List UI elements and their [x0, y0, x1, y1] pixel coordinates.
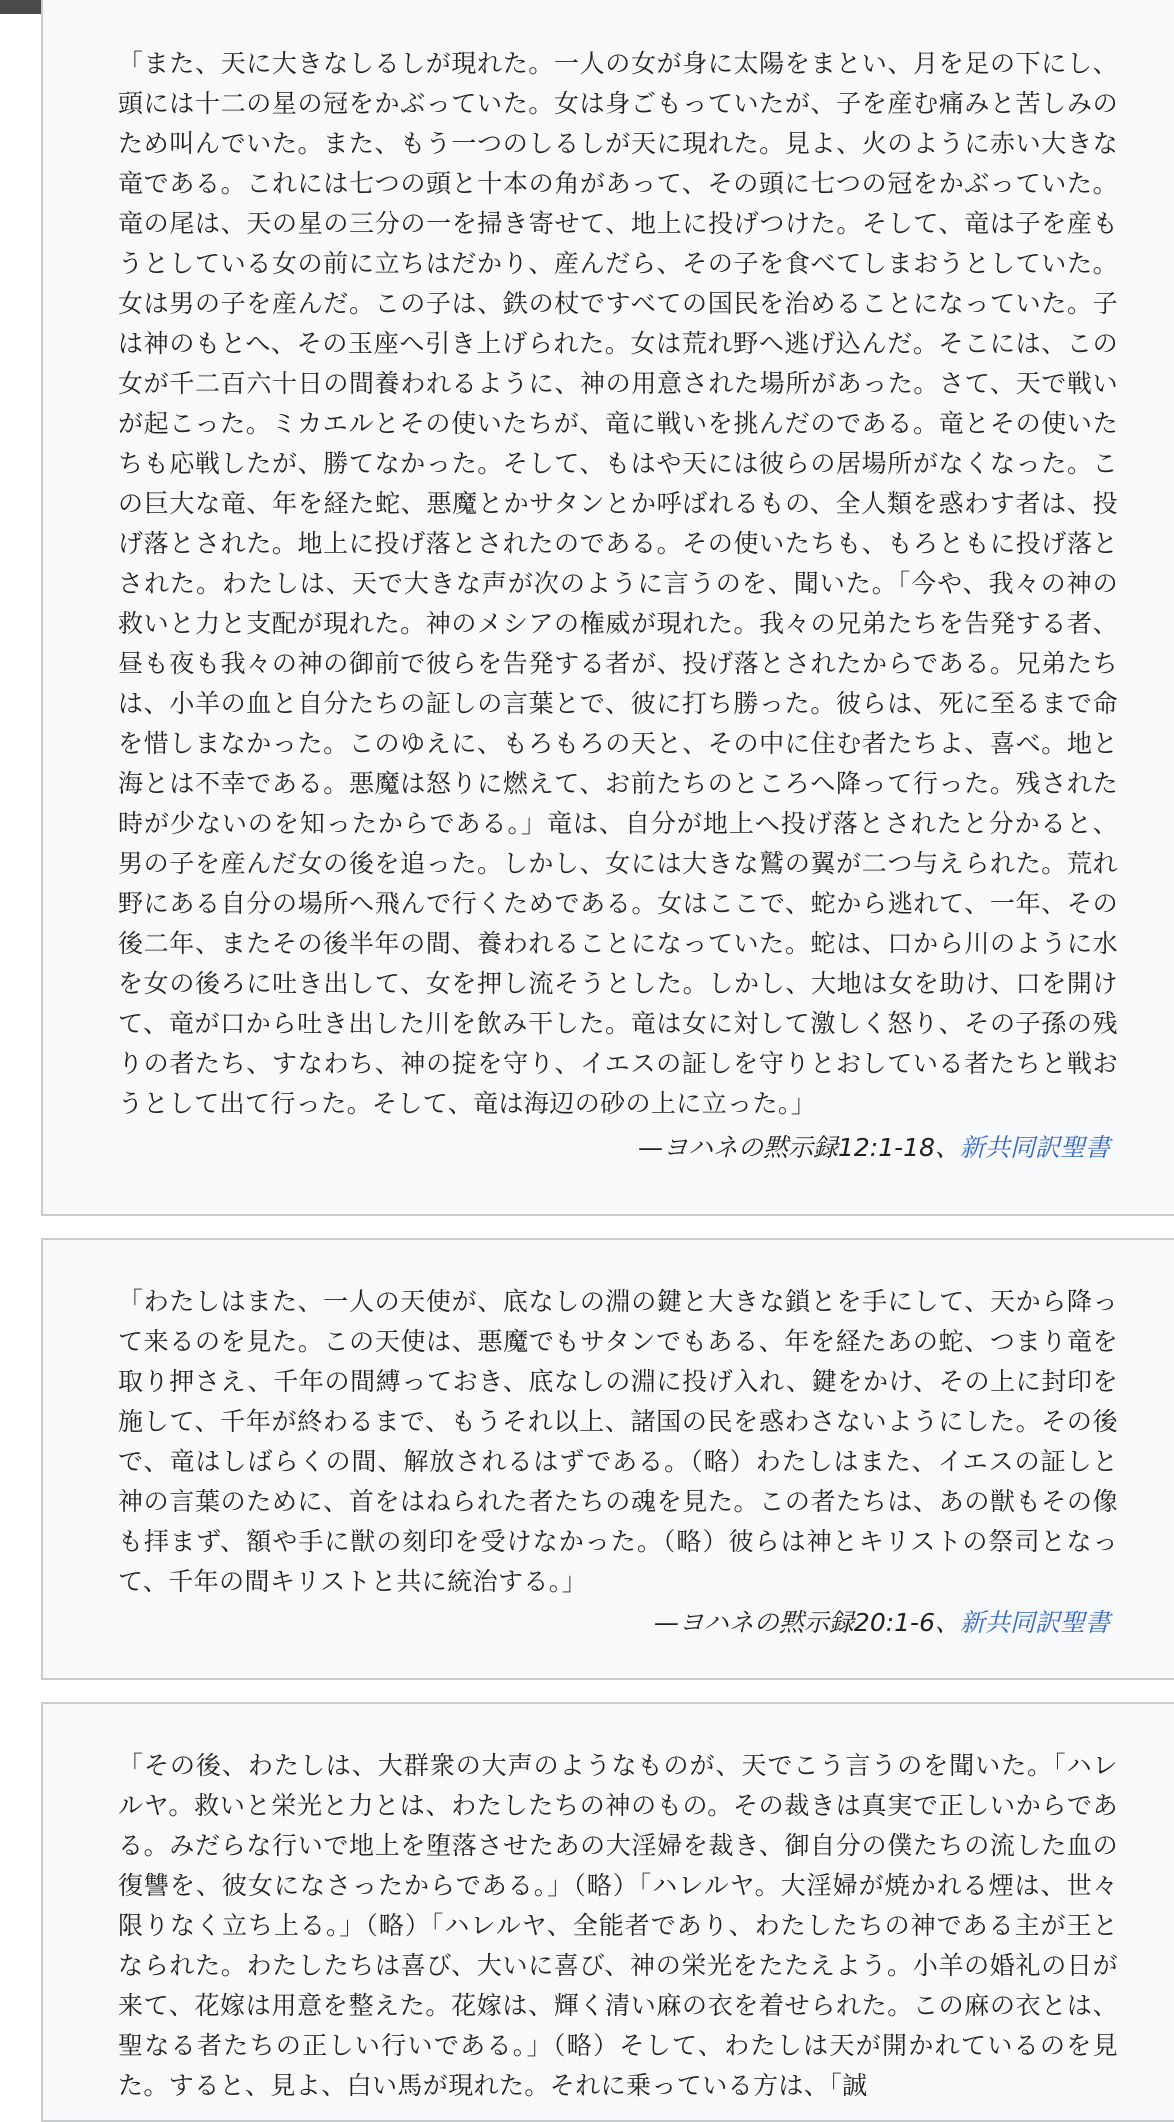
citation-link[interactable]: 新共同訳聖書	[959, 1133, 1110, 1162]
citation-reference: —ヨハネの黙示録12:1-18、	[638, 1133, 960, 1162]
citation-reference: —ヨハネの黙示録20:1-6、	[653, 1608, 960, 1637]
citation-link[interactable]: 新共同訳聖書	[959, 1608, 1110, 1637]
quote-text: 「わたしはまた、一人の天使が、底なしの淵の鍵と大きな鎖とを手にして、天から降って来るのを見た。この天使は、悪魔でもサタンでもある、年を経たあの蛇、つまり竜を取り押さえ、千年の間縛っておき、底なしの淵に投げ入れ、鍵をかけ、その上に封印を施して、千年が終わるまで、もうそれ以上、諸国の民を惑わさないようにした。その後で、竜はしばらくの間、解放されるはずである。（略）わたしはまた、イエスの証しと神の言葉のために、首をはねられた者たちの魂を見た。この者たちは、あの獣もその像も拝まず、額や手に獣の刻印を受けなかった。（略）彼らは神とキリストの祭司となって、千年の間キリストと共に統治する。」	[118, 1287, 1118, 1596]
quote-text: 「また、天に大きなしるしが現れた。一人の女が身に太陽をまとい、月を足の下にし、頭には十二の星の冠をかぶっていた。女は身ごもっていたが、子を産む痛みと苦しみのため叫んでいた。また、もう一つのしるしが天に現れた。見よ、火のように赤い大きな竜である。これには七つの頭と十本の角があって、その頭に七つの冠をかぶっていた。竜の尾は、天の星の三分の一を掃き寄せて、地上に投げつけた。そして、竜は子を産もうとしている女の前に立ちはだかり、産んだら、その子を食べてしまおうとしていた。女は男の子を産んだ。この子は、鉄の杖ですべての国民を治めることになっていた。子は神のもとへ、その玉座へ引き上げられた。女は荒れ野へ逃げ込んだ。そこには、この女が千二百六十日の間養われるように、神の用意された場所があった。さて、天で戦いが起こった。ミカエルとその使いたちが、竜に戦いを挑んだのである。竜とその使いたちも応戦したが、勝てなかった。そして、もはや天には彼らの居場所がなくなった。この巨大な竜、年を経た蛇、悪魔とかサタンとか呼ばれるもの、全人類を惑わす者は、投げ落とされた。地上に投げ落とされたのである。その使いたちも、もろともに投げ落とされた。わたしは、天で大きな声が次のように言うのを、聞いた。「今や、我々の神の救いと力と支配が現れた。神のメシアの権威が現れた。我々の兄弟たちを告発する者、昼も夜も我々の神の御前で彼らを告発する者が、投げ落とされたからである。兄弟たちは、小羊の血と自分たちの証しの言葉とで、彼に打ち勝った。彼らは、死に至るまで命を惜しまなかった。このゆえに、もろもろの天と、その中に住む者たちよ、喜べ。地と海とは不幸である。悪魔は怒りに燃えて、お前たちのところへ降って行った。残された時が少ないのを知ったからである。」竜は、自分が地上へ投げ落とされたと分かると、男の子を産んだ女の後を追った。しかし、女には大きな鷲の翼が二つ与えられた。荒れ野にある自分の場所へ飛んで行くためである。女はここで、蛇から逃れて、一年、その後二年、またその後半年の間、養われることになっていた。蛇は、口から川のように水を女の後ろに吐き出して、女を押し流そうとした。しかし、大地は女を助け、口を開けて、竜が口から吐き出した川を飲み干した。竜は女に対して激しく怒り、その子孫の残りの者たち、すなわち、神の掟を守り、イエスの証しを守りとおしている者たちと戦おうとして出て行った。そして、竜は海辺の砂の上に立った。」	[118, 49, 1118, 1118]
blockquote-revelation-20	[41, 1238, 1174, 1680]
quote-text: 「その後、わたしは、大群衆の大声のようなものが、天でこう言うのを聞いた。「ハレルヤ。救いと栄光と力とは、わたしたちの神のもの。その裁きは真実で正しいからである。みだらな行いで地上を堕落させたあの大淫婦を裁き、御自分の僕たちの流した血の復讐を、彼女になさったからである。」（略）「ハレルヤ。大淫婦が焼かれる煙は、世々限りなく立ち上る。」（略）「ハレルヤ、全能者であり、わたしたちの神である主が王となられた。わたしたちは喜び、大いに喜び、神の栄光をたたえよう。小羊の婚礼の日が来て、花嫁は用意を整えた。花嫁は、輝く清い麻の衣を着せられた。この麻の衣とは、聖なる者たちの正しい行いである。」（略）そして、わたしは天が開かれているのを見た。すると、見よ、白い馬が現れた。それに乗っている方は、「誠	[118, 1751, 1118, 2100]
blockquote-revelation-19	[41, 1702, 1174, 2122]
quote-citation	[654, 1603, 1110, 1643]
blockquote-revelation-12	[41, 0, 1174, 1216]
quote-citation	[638, 1128, 1110, 1168]
